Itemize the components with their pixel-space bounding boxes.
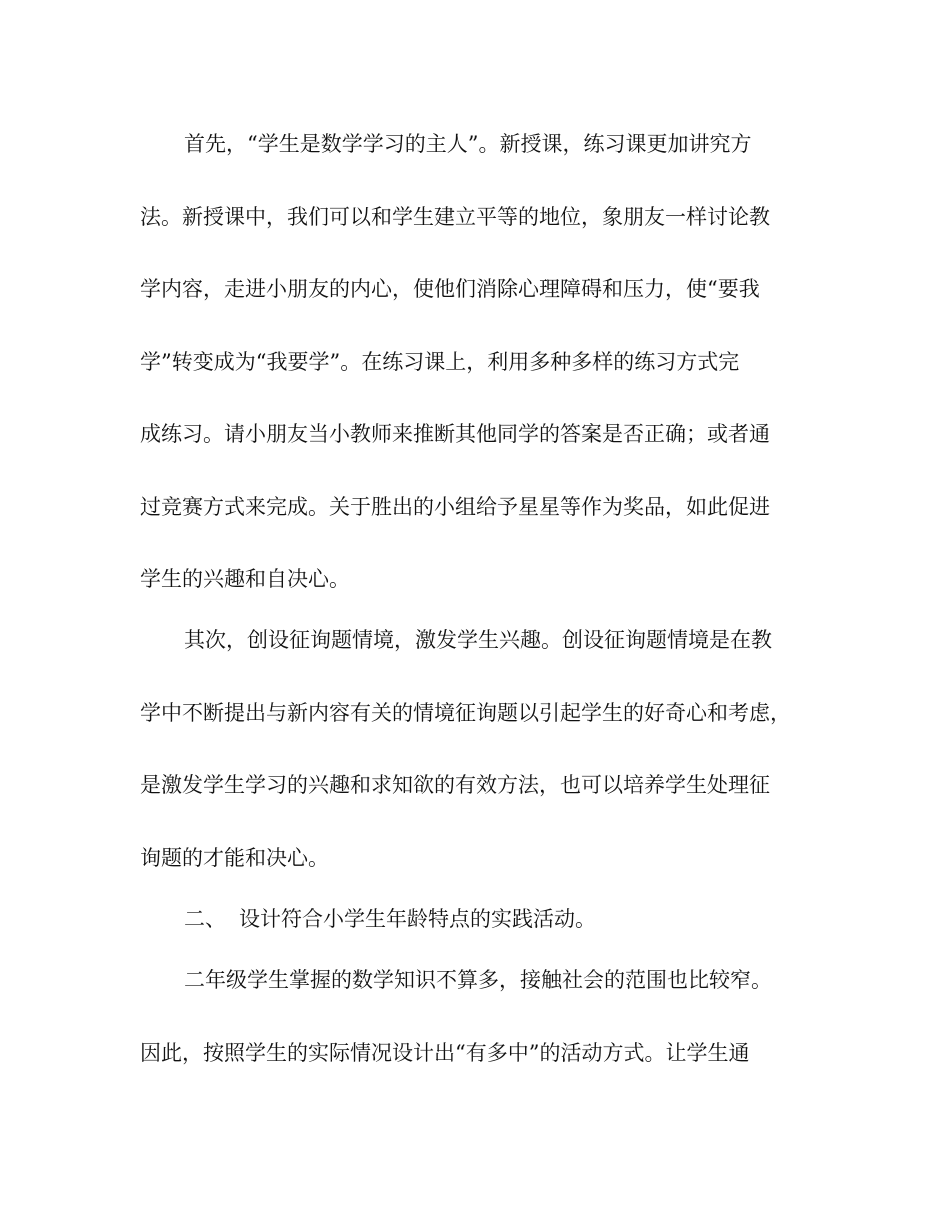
paragraph-2-line-3: 是激发学生学习的兴趣和求知欲的有效方法，也可以培养学生处理征 (140, 773, 770, 797)
paragraph-2-line-1: 其次，创设征询题情境，激发学生兴趣。创设征询题情境是在教 (184, 628, 772, 652)
paragraph-1-line-7: 学生的兴趣和自决心。 (140, 567, 350, 591)
paragraph-1-line-6: 过竞赛方式来完成。关于胜出的小组给予星星等作为奖品，如此促进 (140, 495, 770, 519)
paragraph-1-line-3: 学内容，走进小朋友的内心，使他们消除心理障碍和压力，使“要我 (140, 277, 760, 301)
section-title: 设计符合小学生年龄特点的实践活动。 (239, 907, 596, 931)
paragraph-1-line-2: 法。新授课中，我们可以和学生建立平等的地位，象朋友一样讨论教 (140, 205, 770, 229)
paragraph-1-line-4: 学”转变成为“我要学”。在练习课上，利用多种多样的练习方式完 (140, 350, 740, 374)
paragraph-2-line-2: 学中不断提出与新内容有关的情境征询题以引起学生的好奇心和考虑， (140, 701, 791, 725)
paragraph-1-line-5: 成练习。请小朋友当小教师来推断其他同学的答案是否正确；或者通 (140, 422, 770, 446)
paragraph-1-line-1: 首先，“学生是数学学习的主人”。新授课，练习课更加讲究方 (184, 132, 752, 156)
paragraph-3-line-2: 因此，按照学生的实际情况设计出“有多中”的活动方式。让学生通 (140, 1041, 750, 1065)
paragraph-2-line-4: 询题的才能和决心。 (140, 846, 329, 870)
section-heading (184, 901, 864, 937)
paragraph-3-line-1: 二年级学生掌握的数学知识不算多，接触社会的范围也比较窄。 (184, 968, 772, 992)
section-number: 二、 (184, 907, 226, 931)
